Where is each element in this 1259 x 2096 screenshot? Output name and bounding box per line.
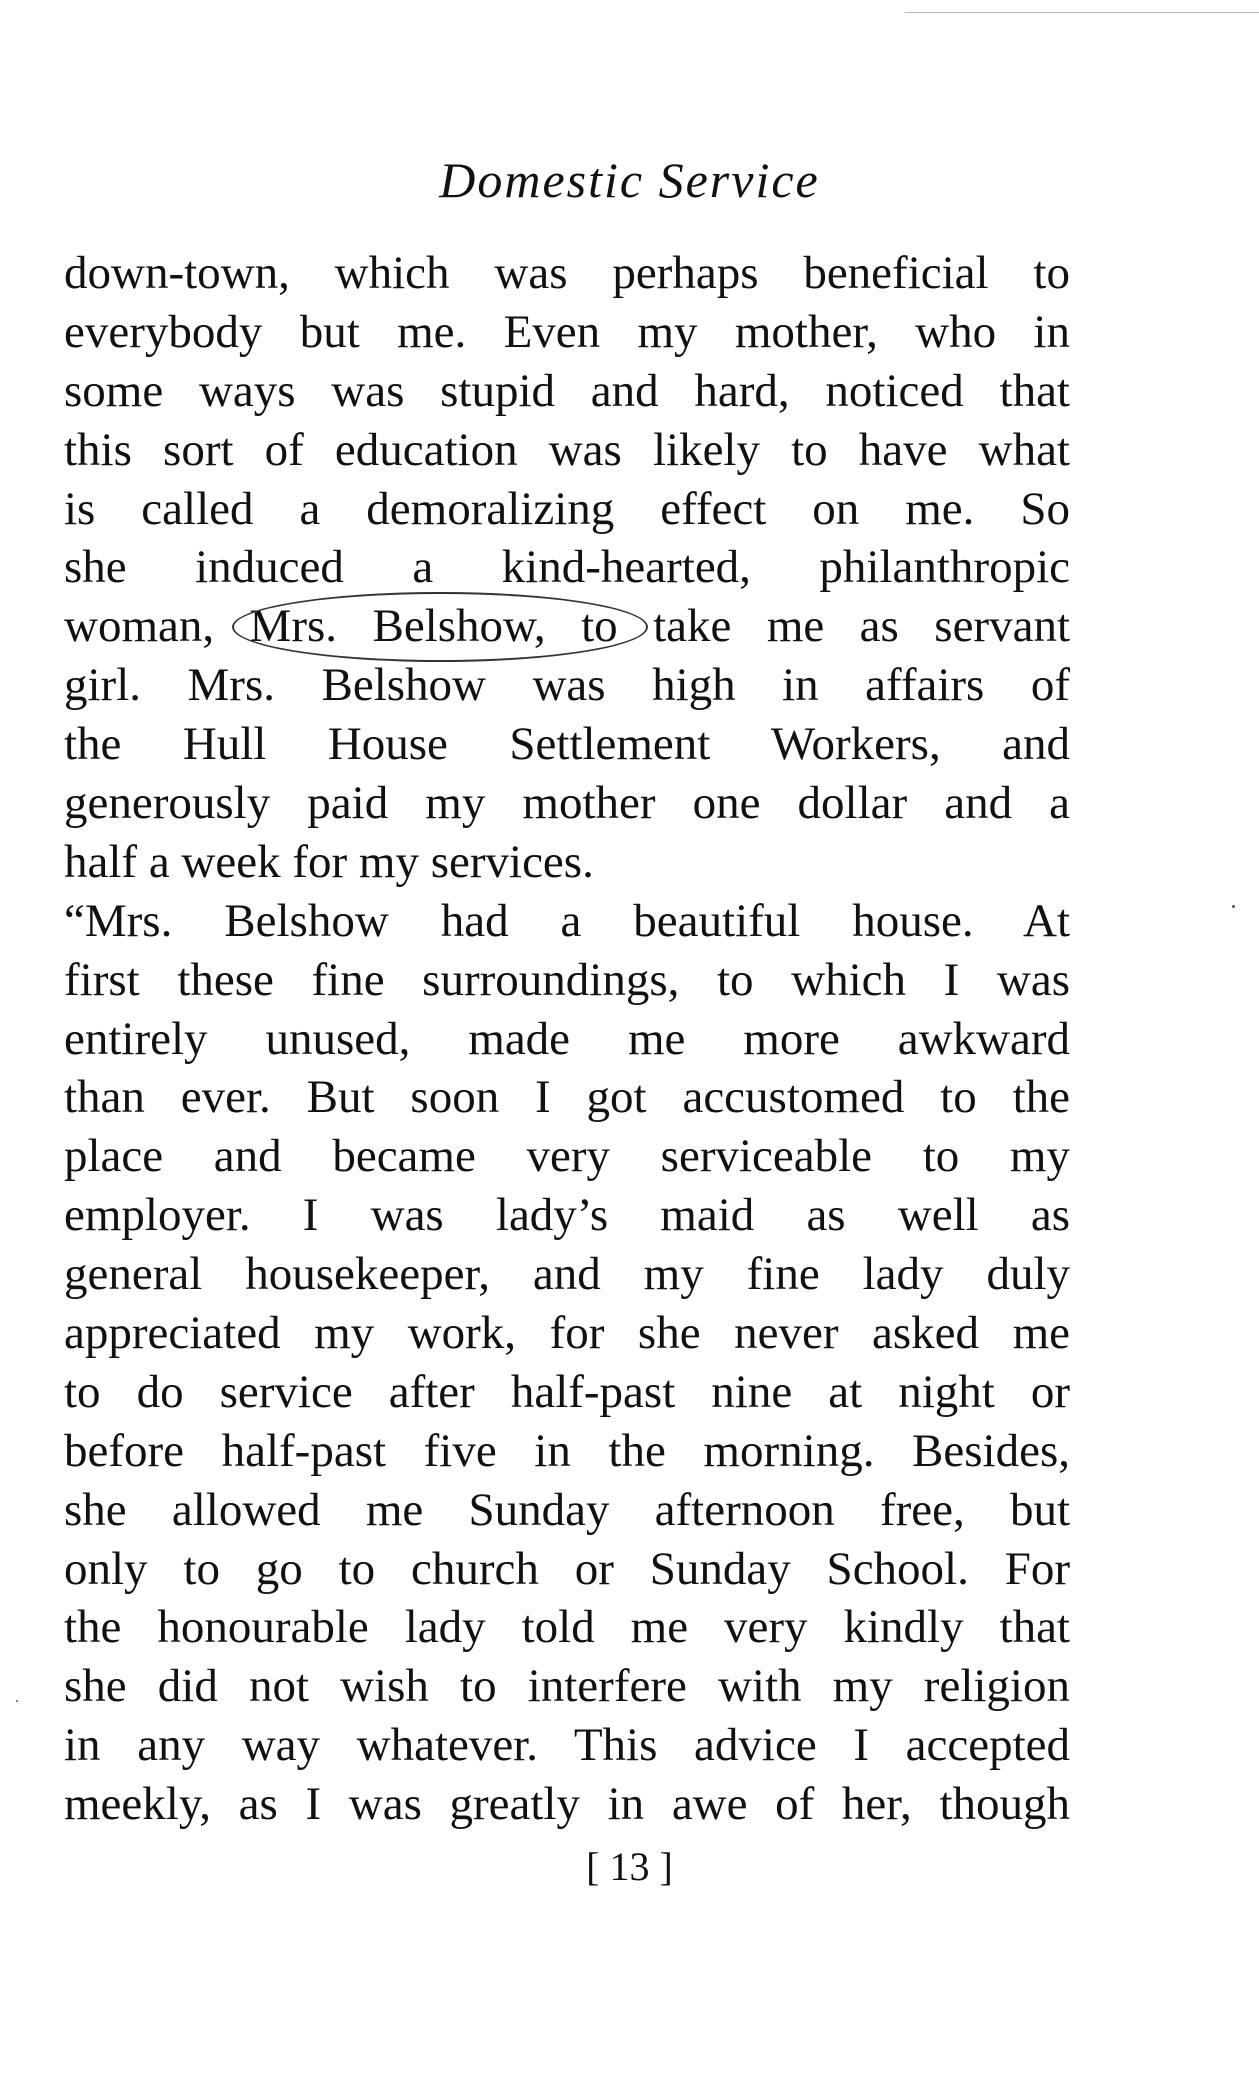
text-line: first these fine surroundings, to which I was [64,953,1070,1006]
text-line: “Mrs. Belshow had a beautiful house. At [64,894,1070,947]
text-line: she allowed me Sunday afternoon free, but [64,1483,1070,1536]
text-line: generously paid my mother one dollar and a [64,777,1070,830]
text-line: half a week for my services. [64,835,594,888]
text-line: the Hull House Settlement Workers, and [64,718,1070,771]
text-line: girl. Mrs. Belshow was high in affairs of [64,659,1070,712]
text-line: employer. I was lady’s maid as well as [64,1189,1070,1242]
running-head: Domestic Service [439,152,820,208]
page-number: [ 13 ] [586,1844,673,1889]
scan-speck [16,1700,18,1702]
text-line: she did not wish to interfere with my religion [64,1660,1070,1713]
text-line: everybody but me. Even my mother, who in [64,305,1070,358]
text-line: entirely unused, made me more awkward [64,1012,1070,1065]
text-line: in any way whatever. This advice I accepted [64,1719,1070,1772]
text-line: to do service after half-past nine at night or [64,1365,1070,1418]
text-line: some ways was stupid and hard, noticed that [64,364,1070,417]
text-line: place and became very serviceable to my [64,1130,1070,1183]
text-line: the honourable lady told me very kindly that [64,1601,1070,1654]
top-edge-rule [905,12,1259,13]
text-line: she induced a kind-hearted, philanthropic [64,541,1070,594]
text-line: than ever. But soon I got accustomed to the [64,1071,1070,1124]
text-line: meekly, as I was greatly in awe of her, though [64,1778,1070,1831]
text-line: general housekeeper, and my fine lady duly [64,1248,1070,1301]
text-line: this sort of education was likely to have what [64,423,1070,476]
text-line: woman, Mrs. Belshow, to take me as servant [64,600,1070,653]
scan-speck [1232,905,1235,908]
text-line: appreciated my work, for she never asked me [64,1307,1070,1360]
text-line: only to go to church or Sunday School. For [64,1542,1070,1595]
text-line: down-town, which was perhaps beneficial to [64,247,1070,299]
body-text [64,244,1070,1834]
text-line: is called a demoralizing effect on me. So [64,482,1070,535]
text-line: before half-past five in the morning. Besides, [64,1424,1070,1477]
